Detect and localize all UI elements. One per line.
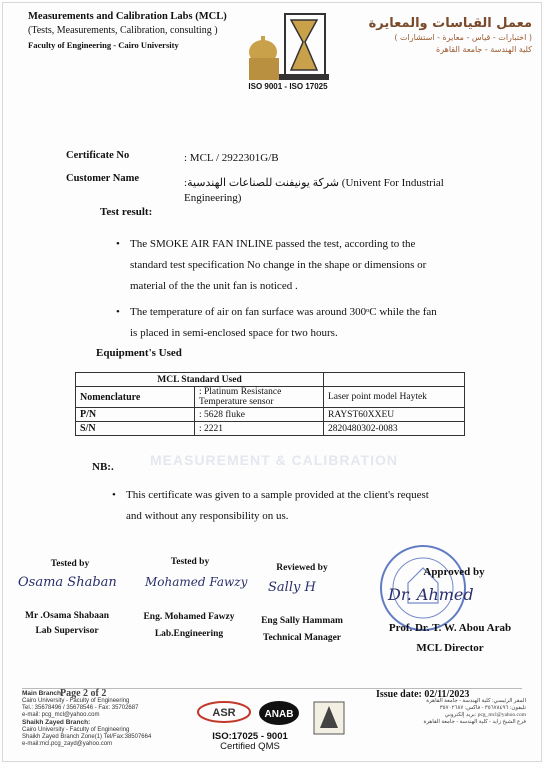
notes-list: [112, 485, 512, 527]
sig-approved-by: Prof. Dr. T. W. Abou Arab MCL Director: [388, 622, 512, 654]
lab-name-en: Measurements and Calibration Labs (MCL): [28, 11, 227, 22]
equipment-table-header: MCL Standard Used: [76, 373, 324, 387]
sig-tested-by-2-signature: Mohamed Fawzy: [145, 575, 248, 589]
sig-approved-by-signature: Dr. Ahmed: [388, 585, 474, 604]
table-row: P/N : 5628 fluke RAYST60XXEU: [76, 408, 465, 422]
svg-text:ASR: ASR: [212, 707, 236, 719]
table-row: S/N : 2221 2820480302-0083: [76, 422, 465, 436]
asr-logo-icon: [196, 700, 252, 724]
anab-logo-icon: [258, 700, 300, 726]
sig-reviewed-by-signature: Sally H: [268, 580, 316, 595]
test-result-title: Test result:: [100, 206, 153, 218]
lab-services-ar: ( اختبارات - قياس - معايرة - استشارات ): [394, 33, 532, 42]
sig-approved-by-heading: Approved by: [423, 566, 485, 578]
footer-addresses: Main Branch: Cairo University - Faculty of Engineering Tel.: 35678496 / 35678546 - Fax: 35702687 e-mail: pcg_mcl@yahoo.com Shaikh Zayed Branch: Cairo University - Faculty of Engineering Shaikh Zayed Branch Zone(1) Tel/Fax:38507664 e-mail:mcl.pcg_zayd@yahoo.com: [22, 690, 152, 747]
watermark-text: MEASUREMENT & CALIBRATION: [150, 452, 398, 468]
cert-no-label: Certificate No: [66, 150, 130, 161]
page-number: Page 2 of 2: [60, 688, 107, 699]
notes-title: NB:.: [92, 461, 114, 473]
faculty-ar: كلية الهندسة - جامعة القاهرة: [436, 45, 532, 54]
sig-reviewed-by-heading: Reviewed by: [276, 563, 328, 573]
cairo-university-logo-icon: [312, 700, 346, 736]
sig-reviewed-by: Eng Sally Hammam Technical Manager: [261, 616, 343, 643]
lab-services-en: (Tests, Measurements, Calibration, consulting ): [28, 25, 218, 36]
table-row: Nomenclature : Platinum Resistance Temperature sensor Laser point model Haytek: [76, 387, 465, 408]
sig-tested-by-1: Mr .Osama Shabaan Lab Supervisor: [24, 611, 110, 636]
customer-value: [184, 176, 474, 206]
cert-no-value: : MCL / 2922301G/B: [184, 152, 279, 164]
issue-date: Issue date: 02/11/2023: [376, 689, 470, 700]
hourglass-icon: [291, 20, 317, 70]
customer-label: Customer Name: [66, 173, 139, 184]
equipment-title: Equipment's Used: [96, 347, 182, 359]
notes-bullet: • This certificate was given to a sample provided at the client's request and without any responsibility on us.: [112, 485, 512, 527]
svg-text:ANAB: ANAB: [264, 709, 294, 720]
header-english: [28, 10, 258, 52]
iso-line: ISO 9001 - ISO 17025: [248, 82, 328, 91]
faculty-en: Faculty of Engineering - Cairo University: [28, 40, 179, 50]
test-result-bullet: • The SMOKE AIR FAN INLINE passed the test, according to the standard test specification No change in the shape or dimensions or material of the the unit fan is noticed .: [116, 234, 506, 297]
sig-tested-by-1-signature: Osama Shaban: [18, 575, 117, 590]
sig-tested-by-2: Eng. Mohamed Fawzy Lab.Engineering: [143, 612, 235, 639]
test-result-bullet: • The temperature of air on fan surface was around 300ᵒC while the fan is placed in semi-enclosed space for two hours.: [116, 302, 506, 344]
mcl-logo: [245, 12, 329, 82]
header-arabic: [332, 16, 532, 54]
test-result-list: [116, 234, 506, 344]
iso-certified-qms: ISO:17025 - 9001 Certified QMS: [212, 731, 288, 752]
customer-value-line1: :شركة يونيفنت للصناعات الهندسية (Univent For Industrial: [184, 177, 444, 189]
sig-tested-by-2-heading: Tested by: [170, 557, 210, 567]
customer-value-line2: Engineering): [184, 192, 242, 204]
footer-arabic-addresses: المقر الرئيسي: كلية الهندسة - جامعة القاهرة تليفون: ٣٥٦٧٨٤٩٦ - فاكس: ٣٥٧٠٢٦٨٧ pcg_mcl@yahoo.com :بريد إلكتروني فرع الشيخ زايد - كلية الهندسة - جامعة القاهرة: [423, 698, 526, 725]
sig-tested-by-1-heading: Tested by: [50, 559, 90, 569]
equipment-table: [75, 372, 465, 436]
lab-name-ar: معمل القياسات والمعايرة: [368, 16, 532, 31]
